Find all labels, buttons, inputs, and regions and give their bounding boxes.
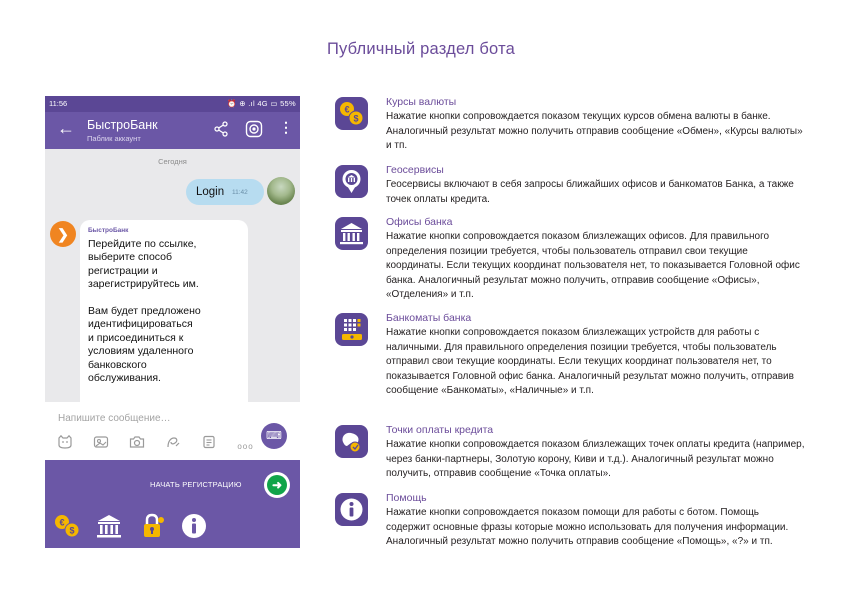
camera-icon[interactable] [129, 435, 162, 452]
bot-name: БыстроБанк [87, 118, 158, 132]
app-bar [45, 112, 300, 149]
info-icon[interactable] [180, 512, 208, 545]
start-registration-button[interactable] [264, 472, 290, 498]
user-message-time: 11:42 [232, 189, 248, 196]
feature-description: Нажатие кнопки сопровождается показом текущих курсов обмена валюты в банке. Аналогичный результат можно получить отправив сообщение «Обмен», «Курсы валюты» и тп. [386, 111, 803, 152]
bot-subtitle: Паблик аккаунт [87, 134, 141, 143]
feature-title: Точки оплаты кредита [386, 424, 494, 436]
phone-screenshot [45, 96, 300, 548]
user-message-text: Login [196, 186, 225, 198]
keyboard-toggle-icon[interactable]: ⌨ [261, 423, 287, 449]
message-input[interactable]: Напишите сообщение… [58, 413, 171, 424]
atm-icon [335, 313, 368, 346]
bank-building-icon [335, 217, 368, 250]
bot-sender-name: БыстроБанк [88, 227, 129, 234]
geolocation-icon [335, 165, 368, 198]
svg-text:€: € [344, 104, 350, 115]
info-icon [335, 493, 368, 526]
feature-title: Геосервисы [386, 164, 444, 176]
lock-user-icon[interactable] [139, 512, 167, 545]
status-bar [45, 96, 300, 112]
feature-title: Помощь [386, 492, 427, 504]
svg-text:€: € [59, 517, 65, 528]
date-divider: Сегодня [158, 157, 187, 166]
arrow-right-icon: ➜ [267, 475, 287, 495]
page-title: Публичный раздел бота [326, 40, 516, 58]
feature-description: Нажатие кнопки сопровождается показом близлежащих устройств для работы с наличными. Для правильного определения позиции требуется, чтобы пользователь отправил свои текущие координаты. Если текущих координат пользователя нет, то показывается Головной офис банка. Аналогичный результат можно получить, отправив сообщение «Банкоматы», «Наличные» и т.п. [386, 327, 794, 397]
currency-exchange-icon[interactable] [53, 512, 81, 545]
bot-avatar-icon: ❯ [50, 221, 76, 247]
gif-icon[interactable] [201, 435, 234, 452]
status-time: 11:56 [49, 99, 68, 108]
compose-bar [45, 402, 300, 460]
feature-title: Офисы банка [386, 216, 453, 228]
back-arrow-icon[interactable]: ← [57, 118, 75, 138]
svg-text:$: $ [353, 113, 359, 124]
credit-payment-icon [335, 425, 368, 458]
doodle-icon[interactable] [165, 435, 198, 452]
feature-title: Курсы валюты [386, 96, 457, 108]
sticker-icon[interactable] [57, 435, 90, 452]
compose-icons [57, 435, 270, 452]
more-options-icon[interactable]: ⋮ [279, 119, 293, 135]
public-account-icon[interactable] [245, 120, 263, 143]
bot-message-text: Перейдите по ссылке, выберите способ регистрации и зарегистрируйтесь им. Вам будет предложено идентифицироваться и присоединиться к условиям удаленного банковского обслуживания. [88, 238, 201, 385]
currency-exchange-icon [335, 97, 368, 130]
feature-description: Нажатие кнопки сопровождается показом близлежащих офисов. Для правильного определения позиции требуется, чтобы пользователь отправил свои текущие координаты. Если текущих координат пользователя нет, то показывается Головной офис банка. Аналогичный результат можно получить, отправив сообщение «Офисы», «Отделения» и т.п. [386, 231, 800, 301]
status-indicators: ⏰ ⊕ .ıl 4G ▭ 55% [227, 99, 296, 108]
bank-building-icon[interactable] [95, 512, 123, 545]
user-avatar [267, 177, 295, 205]
bot-message-bubble [80, 220, 248, 405]
user-message-bubble [186, 179, 264, 205]
gallery-icon[interactable] [93, 435, 126, 452]
feature-title: Банкоматы банка [386, 312, 472, 324]
start-registration-label[interactable]: НАЧАТЬ РЕГИСТРАЦИЮ [150, 480, 242, 489]
feature-description: Геосервисы включают в себя запросы ближайших офисов и банкоматов Банка, а также точек оплаты кредита. [386, 179, 794, 205]
feature-description: Нажатие кнопки сопровождается показом помощи для работы с ботом. Помощь содержит основные фразы которые можно использовать для получения информации. Аналогичный результат можно получить отправив сообщение «Помощь», «?» и тп. [386, 507, 789, 548]
share-icon[interactable] [213, 121, 229, 142]
chat-area[interactable] [45, 149, 300, 402]
feature-description: Нажатие кнопки сопровождается показом близлежащих точек оплаты кредита (например, через банки-партнеры, Золотую корону, Киви и т.д.). Аналогичный результат можно получить, отправив сообщение «Точка оплаты». [386, 439, 805, 480]
more-attachments-icon[interactable]: ooo [237, 442, 254, 451]
svg-text:$: $ [69, 525, 75, 536]
bot-keyboard [45, 460, 300, 548]
